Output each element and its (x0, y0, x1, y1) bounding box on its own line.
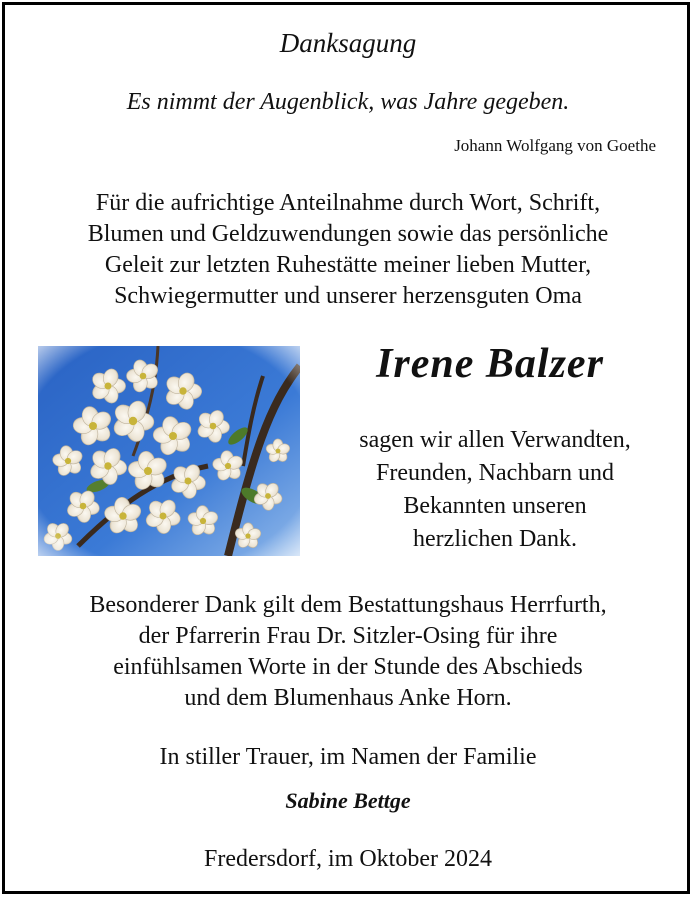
intro-line: Blumen und Geldzuwendungen sowie das persönliche (87, 221, 609, 247)
quote-author: Johann Wolfgang von Goethe (454, 136, 656, 155)
goethe-quote: Es nimmt der Augenblick, was Jahre gegeben. (126, 89, 570, 115)
intro-line: Schwiegermutter und unserer herzensguten Oma (114, 283, 582, 309)
intro-line: Für die aufrichtige Anteilnahme durch Wort, Schrift, (95, 190, 601, 216)
closing-line: In stiller Trauer, im Namen der Familie (159, 744, 537, 770)
intro-paragraph (0, 188, 696, 312)
notice-title: Danksagung (279, 28, 417, 58)
special-thanks-paragraph (0, 590, 696, 714)
thanks-line: herzlichen Dank. (413, 526, 577, 552)
thanks-line: Freunden, Nachbarn und (376, 460, 614, 486)
cherry-blossom-image (38, 346, 300, 556)
intro-line: Geleit zur letzten Ruhestätte meiner lieben Mutter, (104, 252, 592, 278)
place-date: Fredersdorf, im Oktober 2024 (204, 846, 492, 872)
special-thanks-line: der Pfarrerin Frau Dr. Sitzler-Osing für ihre (138, 623, 558, 649)
thanks-paragraph (310, 424, 680, 556)
signer-name: Sabine Bettge (285, 788, 411, 813)
cherry-blossom-photo (38, 346, 300, 556)
special-thanks-line: Besonderer Dank gilt dem Bestattungshaus Herrfurth, (89, 592, 607, 618)
thanks-line: Bekannten unseren (403, 493, 587, 519)
thanks-line: sagen wir allen Verwandten, (359, 427, 631, 453)
special-thanks-line: und dem Blumenhaus Anke Horn. (184, 685, 512, 711)
special-thanks-line: einfühlsamen Worte in der Stunde des Abschieds (113, 654, 583, 680)
deceased-name: Irene Balzer (376, 341, 604, 387)
